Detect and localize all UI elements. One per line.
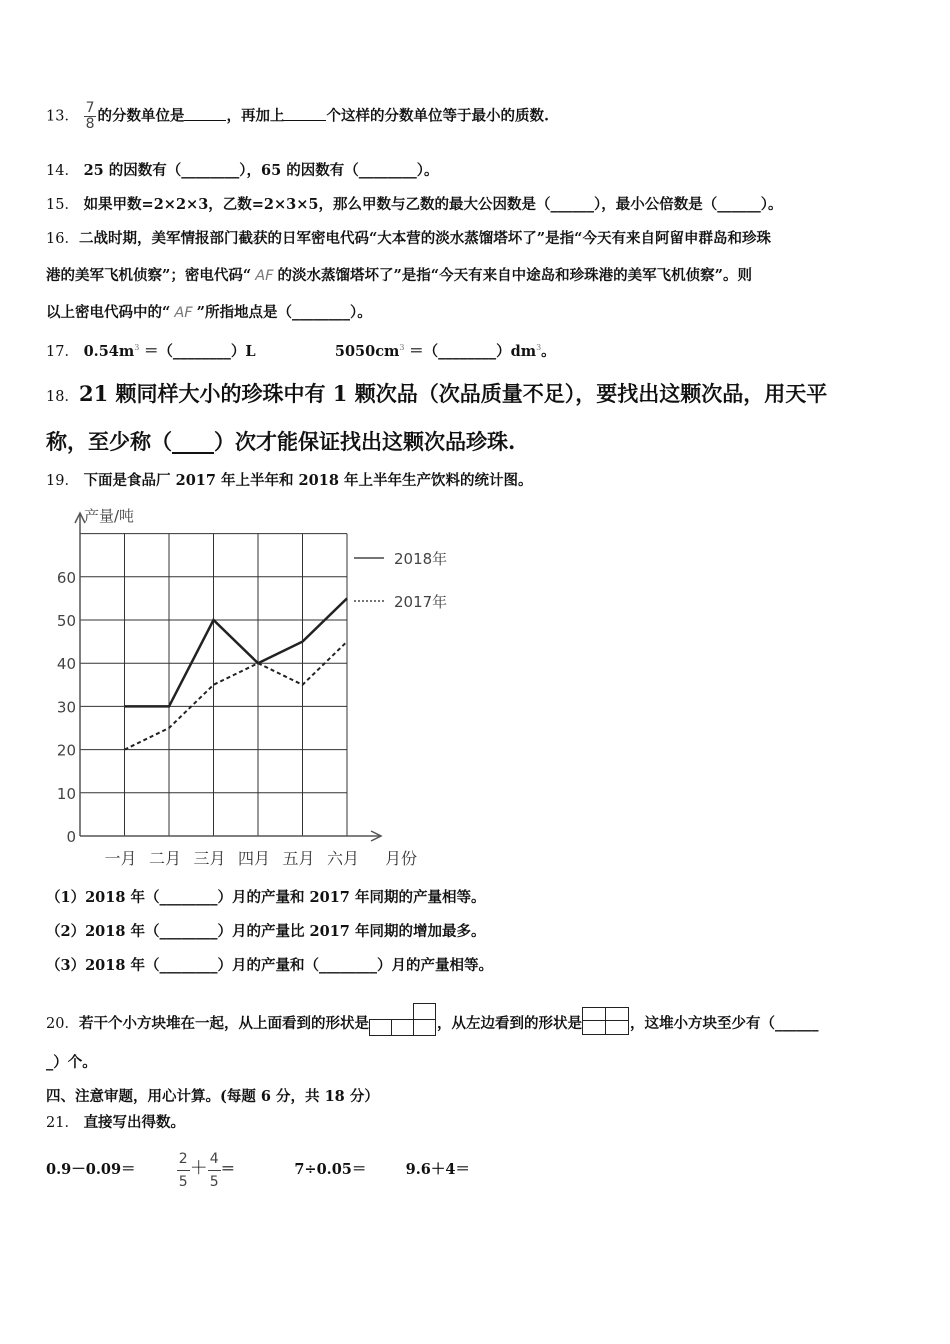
- y-tick-label: 10: [56, 784, 76, 803]
- answer-blank[interactable]: [184, 120, 226, 121]
- question-number: 14．: [46, 163, 79, 179]
- question-21: [46, 1113, 185, 1133]
- question-14: [46, 161, 439, 181]
- y-tick-label: 50: [56, 612, 76, 630]
- q20-text-a: 若干个小方块堆在一起，从上面看到的形状是: [78, 1015, 369, 1032]
- x-tick-label: 五月: [282, 849, 315, 868]
- expression-3: 7÷0.05＝: [294, 1161, 367, 1178]
- q17-d: ＝（________）dm: [409, 342, 537, 360]
- question-number: 19．: [46, 473, 79, 489]
- question-16-line-2: [46, 266, 752, 286]
- q20-text-b: ，从左边看到的形状是: [436, 1015, 582, 1032]
- q17-b: ＝（________）L: [143, 342, 256, 360]
- q20-text-c: ，这堆小方块至少有（______: [629, 1015, 819, 1032]
- y-tick-label: 20: [56, 741, 76, 760]
- q13-text-2: ，再加上: [226, 107, 285, 125]
- question-number: 20．: [46, 1016, 79, 1032]
- y-tick-label: 30: [56, 698, 76, 717]
- chart-ticks: [57, 569, 417, 868]
- x-axis-label: 月份: [384, 849, 418, 868]
- chart-grid: [80, 534, 347, 836]
- question-18-line-2: [46, 420, 515, 464]
- q18-line-1: 21 颗同样大小的珍珠中有 1 颗次品（次品质量不足），要找出这颗次品，用天平: [78, 381, 828, 406]
- superscript: 3: [399, 343, 405, 352]
- numerator: 7: [85, 100, 95, 116]
- question-19-sub-2: [46, 922, 485, 942]
- x-tick-label: 六月: [326, 849, 360, 868]
- fraction-two-fifths: [177, 1148, 190, 1193]
- question-20: [46, 1002, 818, 1034]
- question-number: 15．: [46, 197, 79, 213]
- question-number: 21．: [46, 1115, 79, 1131]
- question-number: 16．: [46, 231, 79, 247]
- expression-4: 9.6＋4＝: [405, 1161, 470, 1178]
- af-code: AF: [174, 305, 193, 321]
- section-title: 四、注意审题，用心计算。(每题 6 分，共 18 分）: [46, 1088, 379, 1105]
- chart-legend: [354, 550, 447, 611]
- top-view-shape: [369, 1002, 437, 1036]
- q13-text-1: 的分数单位是: [97, 107, 185, 125]
- equals-sign: ＝: [220, 1161, 236, 1178]
- x-tick-label: 一月: [104, 849, 137, 868]
- y-tick-label: 40: [56, 655, 76, 674]
- left-view-shape: [582, 1006, 630, 1036]
- question-number: 18．: [46, 389, 79, 405]
- q16-line-3a: 以上密电代码中的“: [46, 304, 171, 321]
- af-code: AF: [255, 268, 274, 284]
- legend-label: 2017年: [394, 593, 448, 611]
- q19-text: 下面是食品厂 2017 年上半年和 2018 年上半年生产饮料的统计图。: [83, 472, 533, 489]
- denominator: 5: [177, 1170, 190, 1193]
- question-number: 17．: [46, 343, 79, 360]
- question-16-line-3: [46, 303, 372, 323]
- fraction-four-fifths: [208, 1148, 221, 1193]
- q19-sub-1-text: （1）2018 年（________）月的产量和 2017 年同期的产量相等。: [46, 889, 486, 906]
- q13-text-3: 个这样的分数单位等于最小的质数.: [326, 107, 550, 125]
- q16-line-2a: 港的美军飞机侦察”；密电代码“: [46, 267, 252, 284]
- q16-line-2b: 的淡水蒸馏塔坏了”是指“今天有来自中途岛和珍珠港的美军飞机侦察”。则: [277, 267, 752, 284]
- series-line-2018年: [125, 598, 348, 706]
- q16-line-1: 二战时期，美军情报部门截获的日军密电代码“大本营的淡水蒸馏塔坏了”是指“今天有来自阿留申群岛和珍珠: [78, 230, 771, 247]
- numerator: 2: [178, 1150, 188, 1167]
- expression-1: 0.9－0.09＝: [46, 1161, 136, 1178]
- q17-e: 。: [541, 342, 556, 360]
- series-line-2017年: [125, 642, 348, 750]
- answer-blank[interactable]: [284, 120, 326, 121]
- q21-text: 直接写出得数。: [83, 1114, 186, 1131]
- superscript: 3: [134, 343, 140, 352]
- legend-label: 2018年: [394, 550, 448, 568]
- q19-sub-2-text: （2）2018 年（________）月的产量比 2017 年同期的增加最多。: [46, 923, 486, 940]
- question-17: [46, 338, 556, 362]
- question-16: [46, 229, 771, 249]
- y-tick-label: 0: [66, 828, 76, 846]
- question-13: [46, 101, 549, 132]
- q20-text-d: _）个。: [46, 1054, 97, 1071]
- q16-line-3b: ”所指地点是（________）。: [196, 304, 372, 321]
- q17-a: 0.54m: [83, 342, 135, 360]
- q17-c: 5050cm: [334, 342, 400, 360]
- x-tick-label: 三月: [193, 849, 226, 868]
- q19-sub-3-text: （3）2018 年（________）月的产量和（________）月的产量相等。: [46, 957, 493, 974]
- y-axis-label: 产量/吨: [84, 507, 135, 525]
- question-19-sub-1: [46, 888, 485, 908]
- q14-text: 25 的因数有（________），65 的因数有（________）。: [83, 162, 439, 179]
- q15-text: 如果甲数=2×2×3，乙数=2×3×5，那么甲数与乙数的最大公因数是（______），最小公倍数是（______）。: [83, 196, 783, 213]
- chart-series: [124, 598, 347, 749]
- y-tick-label: 60: [56, 568, 76, 587]
- denominator: 5: [208, 1170, 221, 1193]
- numerator: 4: [209, 1150, 219, 1167]
- question-20-line-2: [46, 1053, 97, 1073]
- denominator: 8: [85, 116, 95, 132]
- q18-line-2: 称，至少称（____）次才能保证找出这颗次品珍珠.: [46, 429, 516, 454]
- plus-sign: ＋: [189, 1158, 208, 1179]
- x-tick-label: 二月: [148, 849, 182, 868]
- chart-axes: [75, 507, 381, 841]
- question-number: 13．: [46, 108, 79, 125]
- question-19-sub-3: [46, 956, 493, 976]
- question-15: [46, 195, 783, 215]
- question-21-expressions: [46, 1145, 470, 1194]
- question-18: [46, 372, 827, 416]
- fraction: [84, 101, 97, 132]
- x-tick-label: 四月: [237, 849, 271, 868]
- section-4-title: [46, 1087, 379, 1107]
- question-19: [46, 471, 532, 491]
- line-chart: [50, 505, 470, 875]
- superscript: 3: [536, 343, 542, 352]
